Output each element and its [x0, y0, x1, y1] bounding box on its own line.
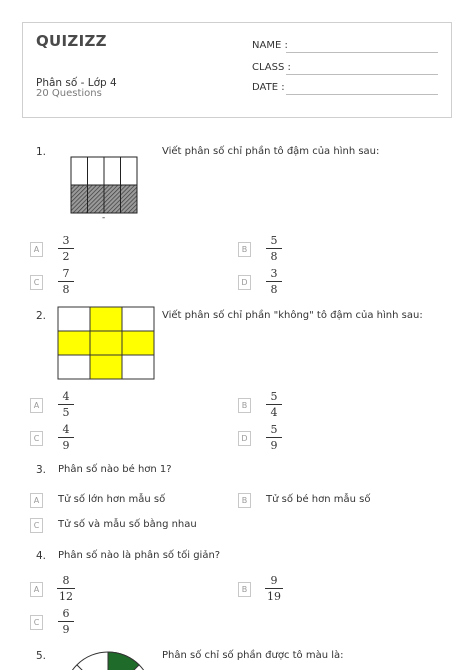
question-1-figure [70, 156, 140, 214]
option-c-box[interactable]: C [30, 275, 43, 290]
option-d-box[interactable]: D [238, 275, 251, 290]
option-c-box[interactable]: C [30, 518, 43, 533]
option-c-text[interactable]: Tử số và mẫu số bằng nhau [58, 519, 197, 530]
option-b-fraction[interactable]: 5 8 [266, 234, 282, 263]
name-field[interactable] [286, 52, 438, 53]
option-b-text[interactable]: Tử số bé hơn mẫu số [266, 494, 371, 505]
option-a-fraction[interactable]: 3 2 [58, 234, 74, 263]
question-4-number: 4. [36, 550, 47, 562]
question-1-text: Viết phân số chỉ phần tô đậm của hình sau: [162, 146, 380, 157]
option-a-box[interactable]: A [30, 493, 43, 508]
option-b-box[interactable]: B [238, 493, 251, 508]
question-2-figure [57, 306, 155, 380]
option-b-box[interactable]: B [238, 398, 251, 413]
question-5-pie-figure [62, 648, 154, 670]
option-c-box[interactable]: C [30, 431, 43, 446]
option-a-fraction[interactable]: 8 12 [59, 574, 73, 603]
option-d-box[interactable]: D [238, 431, 251, 446]
quizizz-logo: QUIZIZZ [36, 32, 107, 50]
class-label: CLASS : [252, 62, 291, 73]
option-b-fraction[interactable]: 5 4 [266, 390, 282, 419]
option-b-box[interactable]: B [238, 582, 251, 597]
question-3-text: Phân số nào bé hơn 1? [58, 464, 172, 475]
question-5-text: Phân số chỉ số phần được tô màu là: [162, 650, 344, 661]
option-a-fraction[interactable]: 4 5 [58, 390, 74, 419]
option-c-fraction[interactable]: 7 8 [58, 267, 74, 296]
date-label: DATE : [252, 82, 285, 93]
option-b-box[interactable]: B [238, 242, 251, 257]
option-a-box[interactable]: A [30, 242, 43, 257]
question-2-number: 2. [36, 310, 47, 322]
figure-caption: - [102, 213, 106, 223]
option-a-text[interactable]: Tử số lớn hơn mẫu số [58, 494, 166, 505]
option-a-box[interactable]: A [30, 582, 43, 597]
option-c-fraction[interactable]: 6 9 [58, 607, 74, 636]
question-count: 20 Questions [36, 88, 102, 99]
class-field[interactable] [286, 74, 438, 75]
question-1-number: 1. [36, 146, 47, 158]
worksheet-title: Phân số - Lớp 4 [36, 77, 117, 89]
question-3-number: 3. [36, 464, 47, 476]
option-a-box[interactable]: A [30, 398, 43, 413]
option-b-fraction[interactable]: 9 19 [267, 574, 281, 603]
question-2-text: Viết phân số chỉ phần "không" tô đậm của hình sau: [162, 310, 423, 321]
option-c-box[interactable]: C [30, 615, 43, 630]
option-d-fraction[interactable]: 5 9 [266, 423, 282, 452]
name-label: NAME : [252, 40, 288, 51]
date-field[interactable] [286, 94, 438, 95]
question-4-text: Phân số nào là phân số tối giản? [58, 550, 221, 561]
question-5-number: 5. [36, 650, 47, 662]
option-c-fraction[interactable]: 4 9 [58, 423, 74, 452]
option-d-fraction[interactable]: 3 8 [266, 267, 282, 296]
